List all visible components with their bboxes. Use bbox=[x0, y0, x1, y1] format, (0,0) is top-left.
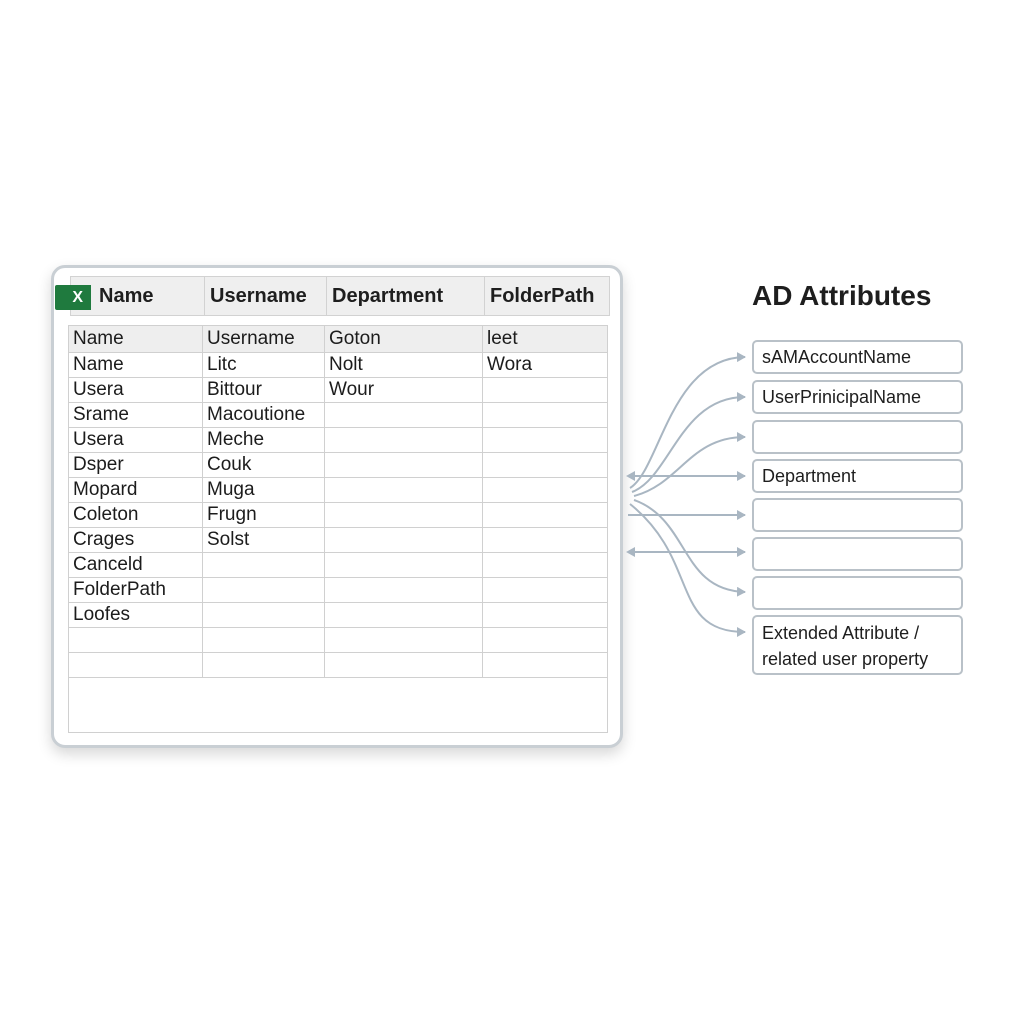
table-cell[interactable] bbox=[483, 653, 607, 677]
mapping-arrow bbox=[630, 357, 745, 488]
table-cell[interactable] bbox=[325, 578, 483, 602]
ad-attribute-label: UserPrinicipalName bbox=[762, 387, 922, 407]
header-username[interactable] bbox=[205, 277, 327, 315]
header-name-label: Name bbox=[99, 285, 154, 307]
table-cell[interactable] bbox=[325, 453, 483, 477]
table-cell[interactable] bbox=[325, 628, 483, 652]
table-cell[interactable] bbox=[483, 428, 607, 452]
spreadsheet-window bbox=[51, 265, 623, 748]
table-cell[interactable] bbox=[483, 403, 607, 427]
table-cell[interactable] bbox=[325, 478, 483, 502]
ad-attribute-box[interactable] bbox=[752, 459, 963, 493]
table-cell[interactable]: Loofes bbox=[69, 603, 203, 627]
table-cell[interactable] bbox=[483, 528, 607, 552]
ad-attribute-box[interactable] bbox=[752, 420, 963, 454]
table-cell[interactable]: Crages bbox=[69, 528, 203, 552]
table-cell[interactable]: leet bbox=[487, 328, 518, 349]
ad-attribute-box[interactable] bbox=[752, 380, 963, 414]
table-cell[interactable]: Name bbox=[69, 353, 203, 377]
table-cell[interactable]: Macoutione bbox=[203, 403, 325, 427]
table-cell[interactable] bbox=[483, 603, 607, 627]
mapping-arrow bbox=[632, 397, 745, 492]
table-cell[interactable] bbox=[69, 653, 203, 677]
table-row bbox=[69, 528, 607, 553]
ad-attribute-box[interactable] bbox=[752, 576, 963, 610]
spreadsheet-grid bbox=[68, 325, 608, 733]
table-cell[interactable] bbox=[483, 578, 607, 602]
table-cell[interactable]: Meche bbox=[203, 428, 325, 452]
table-cell[interactable] bbox=[69, 628, 203, 652]
table-cell[interactable] bbox=[483, 503, 607, 527]
table-cell[interactable] bbox=[325, 503, 483, 527]
header-department-label: Department bbox=[332, 285, 444, 307]
table-row bbox=[69, 503, 607, 528]
table-cell[interactable]: Name bbox=[69, 326, 203, 352]
table-row bbox=[69, 478, 607, 503]
table-cell[interactable]: Coleton bbox=[69, 503, 203, 527]
table-cell[interactable] bbox=[325, 603, 483, 627]
header-folderpath-label: FolderPath bbox=[490, 285, 595, 307]
table-row bbox=[69, 653, 607, 678]
table-row bbox=[69, 553, 607, 578]
table-row bbox=[69, 578, 607, 603]
ad-attribute-box[interactable] bbox=[752, 340, 963, 374]
table-row bbox=[69, 326, 607, 353]
table-cell[interactable]: Canceld bbox=[69, 553, 203, 577]
mapping-arrow bbox=[634, 500, 745, 592]
mapping-arrow bbox=[630, 504, 745, 632]
ad-attribute-label: Department bbox=[762, 466, 857, 486]
table-cell[interactable] bbox=[203, 603, 325, 627]
table-cell[interactable]: Muga bbox=[203, 478, 325, 502]
table-cell[interactable]: Srame bbox=[69, 403, 203, 427]
table-cell[interactable]: Wour bbox=[325, 378, 483, 402]
table-row bbox=[69, 403, 607, 428]
mapping-arrow bbox=[634, 437, 745, 496]
ad-attribute-box[interactable] bbox=[752, 537, 963, 571]
table-cell[interactable]: Frugn bbox=[203, 503, 325, 527]
table-row bbox=[69, 428, 607, 453]
table-cell[interactable] bbox=[483, 628, 607, 652]
ad-attribute-label: Extended Attribute / related user property bbox=[762, 623, 929, 669]
table-cell[interactable]: Goton bbox=[325, 326, 483, 352]
table-row bbox=[69, 453, 607, 478]
table-row bbox=[69, 603, 607, 628]
ad-attribute-box[interactable] bbox=[752, 498, 963, 532]
table-cell[interactable] bbox=[203, 553, 325, 577]
excel-icon: X bbox=[55, 285, 91, 310]
table-cell[interactable] bbox=[203, 653, 325, 677]
ad-attribute-label: sAMAccountName bbox=[762, 347, 912, 367]
table-cell[interactable]: Usera bbox=[69, 378, 203, 402]
table-cell[interactable]: Dsper bbox=[69, 453, 203, 477]
header-username-label: Username bbox=[210, 285, 307, 307]
table-cell[interactable]: Litc bbox=[203, 353, 325, 377]
table-cell[interactable] bbox=[483, 553, 607, 577]
table-cell[interactable]: Usera bbox=[69, 428, 203, 452]
table-cell[interactable]: Nolt bbox=[325, 353, 483, 377]
table-cell[interactable]: FolderPath bbox=[69, 578, 203, 602]
table-cell[interactable] bbox=[325, 553, 483, 577]
ad-attributes-title: AD Attributes bbox=[752, 280, 932, 311]
table-cell[interactable] bbox=[203, 578, 325, 602]
table-cell[interactable]: Solst bbox=[203, 528, 325, 552]
table-row bbox=[69, 378, 607, 403]
table-cell[interactable] bbox=[325, 528, 483, 552]
table-row bbox=[69, 353, 607, 378]
table-cell[interactable] bbox=[483, 478, 607, 502]
table-row bbox=[69, 628, 607, 653]
table-cell[interactable]: Mopard bbox=[69, 478, 203, 502]
table-cell[interactable]: Username bbox=[203, 326, 325, 352]
header-name[interactable] bbox=[71, 277, 205, 315]
table-cell[interactable] bbox=[325, 403, 483, 427]
header-department[interactable] bbox=[327, 277, 485, 315]
table-cell[interactable] bbox=[483, 453, 607, 477]
table-cell[interactable] bbox=[325, 428, 483, 452]
spreadsheet-header-row bbox=[70, 276, 610, 316]
table-cell[interactable] bbox=[483, 378, 607, 402]
table-cell[interactable]: Bittour bbox=[203, 378, 325, 402]
table-cell[interactable]: Wora bbox=[487, 354, 533, 375]
table-cell[interactable]: Couk bbox=[203, 453, 325, 477]
table-cell[interactable] bbox=[203, 628, 325, 652]
table-cell[interactable] bbox=[325, 653, 483, 677]
header-folderpath[interactable] bbox=[485, 277, 609, 315]
ad-attribute-box[interactable] bbox=[752, 615, 963, 675]
